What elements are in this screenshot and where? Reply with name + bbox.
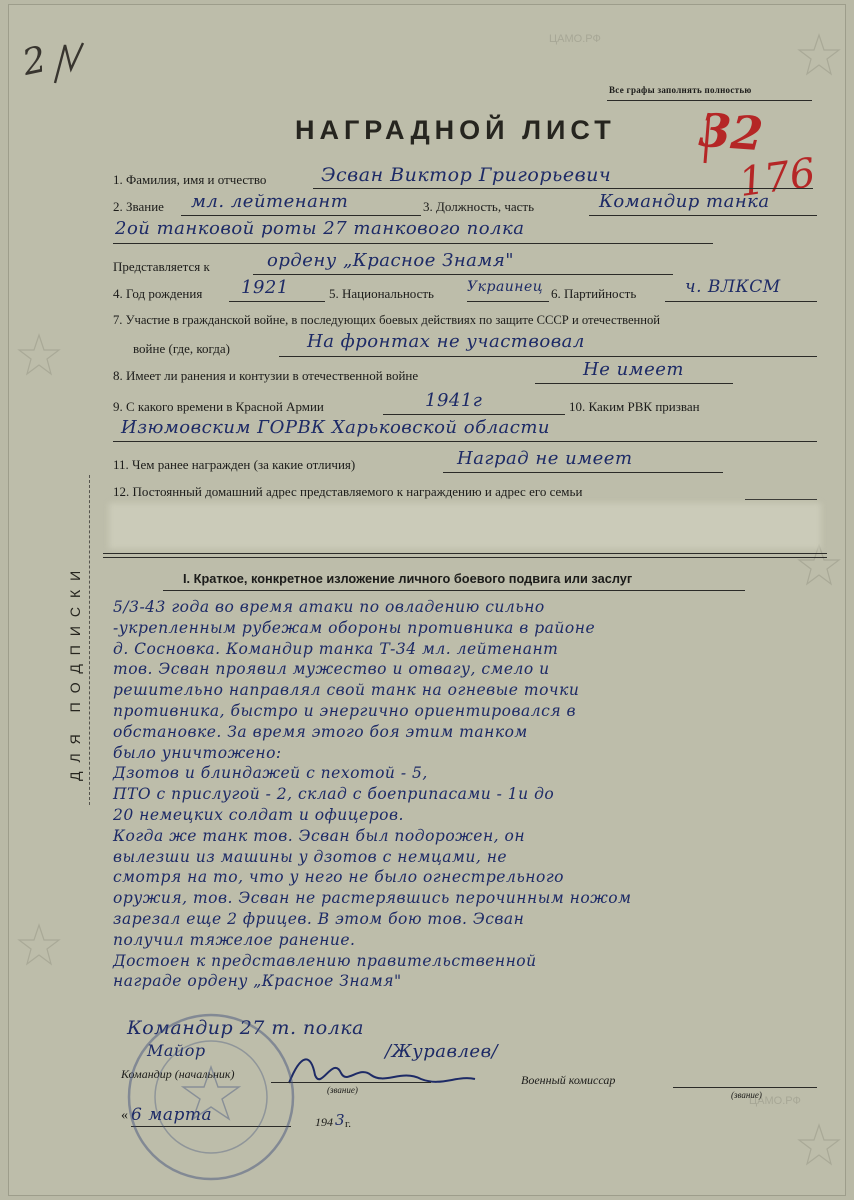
- field-5-line: [467, 301, 549, 302]
- present-line: [253, 274, 673, 275]
- field-6-label: 6. Партийность: [551, 286, 637, 301]
- narrative-line: оружия, тов. Эсван не растерявшись перочинным ножом: [113, 889, 632, 908]
- margin-mark: 2: [18, 39, 50, 84]
- paper-sheet: [8, 4, 846, 1196]
- commissar-rank-caption: (звание): [731, 1090, 762, 1100]
- field-8-label: 8. Имеет ли ранения и контузии в отечественной войне: [113, 368, 419, 383]
- field-3-value: Командир танка: [599, 191, 770, 212]
- narrative-line: Когда же танк тов. Эсван был подорожен, он: [113, 826, 526, 845]
- field-2-label: 2. Звание: [113, 199, 164, 214]
- field-8-line: [535, 383, 733, 384]
- commander-label: Командир (начальник): [121, 1067, 235, 1081]
- field-7-label: 7. Участие в гражданской войне, в последующих боевых действиях по защите СССР и отечественной: [113, 313, 661, 327]
- field-5-value: Украинец: [467, 279, 544, 295]
- field-7-label-2: войне (где, когда): [133, 341, 230, 356]
- narrative-line: -укрепленным рубежам обороны противника в районе: [113, 618, 596, 637]
- narrative-line: награде ордену „Красное Знамя": [113, 972, 402, 991]
- field-10-label: 10. Каким РВК призван: [569, 399, 700, 414]
- narrative-block: [113, 597, 631, 992]
- field-4-line: [229, 301, 325, 302]
- narrative-line: тов. Эсван проявил мужество и отвагу, смело и: [113, 660, 550, 679]
- field-3-value-2: 2ой танковой роты 27 танкового полка: [115, 218, 525, 239]
- field-9-label: 9. С какого времени в Красной Армии: [113, 399, 324, 414]
- field-3-line-2: [113, 243, 713, 244]
- narrative-line: решительно направлял свой танк на огневые точки: [113, 681, 580, 700]
- field-3-label: 3. Должность, часть: [423, 199, 535, 214]
- signature-position: Командир 27 т. полка: [127, 1017, 364, 1039]
- field-11-label: 11. Чем ранее награжден (за какие отличия): [113, 457, 356, 472]
- narrative-line: обстановке. За время этого боя этим танком: [113, 722, 528, 741]
- narrative-line: Дзотов и блиндажей с пехотой - 5,: [113, 764, 428, 783]
- field-6-line: [665, 301, 817, 302]
- red-number-mark-2: 176: [736, 149, 819, 207]
- year-digit: 3: [335, 1111, 346, 1129]
- red-number-mark: 32: [697, 102, 765, 162]
- field-4-label: 4. Год рождения: [113, 286, 203, 301]
- commissar-label: Военный комиссар: [521, 1073, 616, 1087]
- page-title: НАГРАДНОЙ ЛИСТ: [295, 115, 616, 145]
- field-5-label: 5. Национальность: [329, 286, 434, 301]
- field-7-value: На фронтах не участвовал: [307, 331, 585, 352]
- field-11-line: [443, 472, 723, 473]
- field-8-value: Не имеет: [583, 359, 684, 380]
- red-bracket-mark: [699, 109, 759, 167]
- narrative-line: зарезал еще 2 фрицев. В этом бою тов. Эсван: [113, 909, 525, 928]
- field-12-line: [745, 499, 817, 500]
- redacted-address-area: [109, 503, 821, 549]
- year-unit: г.: [345, 1118, 352, 1130]
- narrative-line: ПТО с прислугой - 2, склад с боеприпасами - 1и до: [113, 785, 555, 804]
- side-label: ДЛЯ ПОДПИСКИ: [67, 561, 83, 781]
- field-1-value: Эсван Виктор Григорьевич: [321, 164, 612, 186]
- present-label: Представляется к: [113, 259, 210, 274]
- narrative-line: противника, быстро и энергично ориентировался в: [113, 701, 577, 720]
- signature-name: /Журавлев/: [385, 1041, 499, 1062]
- signature-rank: Майор: [147, 1041, 206, 1060]
- section-heading: I. Краткое, конкретное изложение личного боевого подвига или заслуг: [183, 571, 633, 586]
- commander-rank-caption: (звание): [327, 1085, 358, 1095]
- side-cut-line: [89, 475, 90, 805]
- narrative-line: 5/3-43 года во время атаки по овладению сильно: [113, 598, 545, 616]
- narrative-line: было уничтожено:: [113, 743, 282, 762]
- section-rule-top-2: [103, 557, 827, 558]
- header-note-underline: [607, 100, 812, 101]
- present-value: ордену „Красное Знамя": [267, 250, 515, 271]
- field-2-value: мл. лейтенант: [191, 191, 349, 212]
- field-9-value: 1941г: [425, 390, 483, 411]
- section-heading-underline: [163, 590, 745, 591]
- field-10-line: [113, 441, 817, 442]
- narrative-line: получил тяжелое ранение.: [113, 930, 356, 949]
- commissar-line: [673, 1087, 817, 1088]
- narrative-line: вылезши из машины у дзотов с немцами, не: [113, 847, 508, 866]
- round-seal-stamp: [101, 1005, 321, 1185]
- field-12-label: 12. Постоянный домашний адрес представляемого к награждению и адрес его семьи: [113, 484, 583, 499]
- date-value: 6 марта: [131, 1105, 213, 1125]
- header-note: Все графы заполнять полностью: [609, 85, 752, 95]
- narrative-line: д. Сосновка. Командир танка Т-34 мл. лейтенант: [113, 639, 559, 658]
- narrative-line: Достоен к представлению правительственной: [113, 951, 537, 970]
- field-3-line: [589, 215, 817, 216]
- watermark-text: ЦАМО.РФ: [749, 1095, 801, 1107]
- narrative-line: смотря на то, что у него не было огнестрельного: [113, 868, 564, 887]
- field-10-value: Изюмовским ГОРВК Харьковской области: [121, 417, 551, 438]
- field-11-value: Наград не имеет: [457, 448, 633, 469]
- section-rule-top: [103, 553, 827, 554]
- narrative-line: 20 немецких солдат и офицеров.: [113, 805, 404, 824]
- watermark-text: ЦАМО.РФ: [549, 33, 601, 45]
- field-1-line: [313, 188, 813, 189]
- field-9-line: [383, 414, 565, 415]
- date-quote-open: «: [121, 1108, 128, 1123]
- margin-scribble: [49, 39, 89, 89]
- field-4-value: 1921: [241, 277, 289, 298]
- field-6-value: ч. ВЛКСМ: [685, 277, 781, 297]
- field-2-line: [181, 215, 421, 216]
- field-1-label: 1. Фамилия, имя и отчество: [113, 172, 267, 187]
- field-7-line: [279, 356, 817, 357]
- year-prefix: 194: [315, 1115, 333, 1129]
